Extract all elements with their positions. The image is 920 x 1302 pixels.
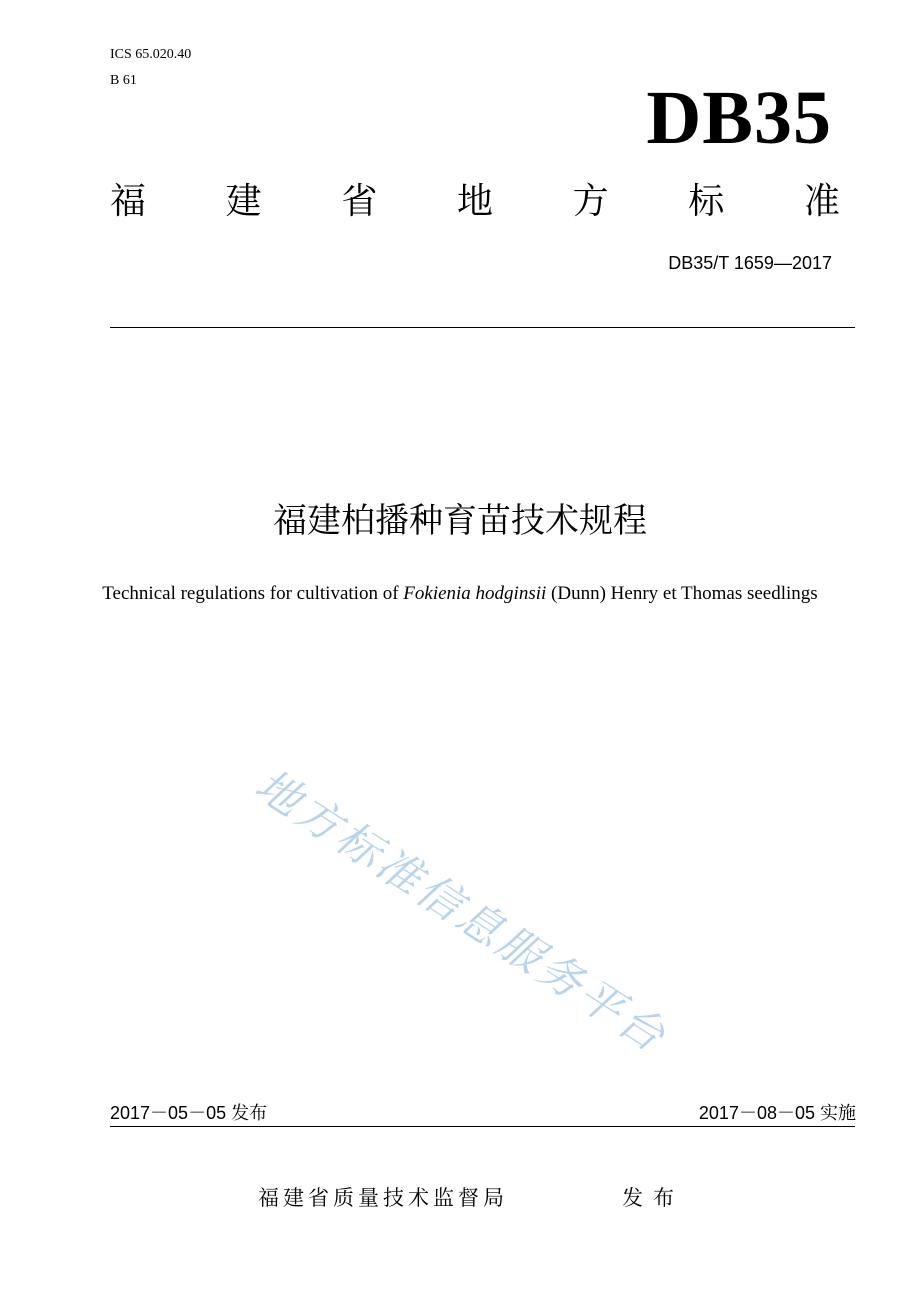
standard-type-char: 准	[803, 181, 840, 222]
standard-type-char: 福	[110, 181, 147, 222]
classification-code: B 61	[110, 73, 137, 88]
publish-label: 发布	[622, 1186, 684, 1210]
header-divider	[110, 327, 855, 328]
db-mark: DB35	[646, 76, 832, 160]
standard-type-char: 标	[688, 181, 725, 222]
footer-divider	[110, 1126, 855, 1127]
watermark	[222, 748, 782, 1108]
issuing-authority: 福建省质量技术监督局	[258, 1186, 508, 1210]
document-title-english	[70, 578, 850, 609]
standard-code: DB35/T 1659—2017	[668, 253, 832, 273]
standard-type-char: 建	[225, 181, 262, 222]
standard-type-char: 方	[572, 181, 609, 222]
implementation-date: 2017－08－05 实施	[698, 1103, 856, 1123]
document-title-chinese: 福建柏播种育苗技术规程	[273, 501, 647, 541]
standard-type-heading	[110, 180, 840, 224]
english-title-species: Fokienia hodginsii	[403, 583, 547, 604]
ics-code: ICS 65.020.40	[110, 47, 192, 62]
standard-type-char: 省	[341, 181, 378, 222]
issue-date: 2017－05－05 发布	[110, 1103, 268, 1123]
watermark-text: 地方标准信息服务平台	[246, 759, 677, 1064]
english-title-part: (Dunn) Henry et Thomas seedlings	[546, 583, 818, 604]
english-title-part: Technical regulations for cultivation of	[102, 583, 404, 604]
standard-type-char: 地	[456, 181, 493, 222]
